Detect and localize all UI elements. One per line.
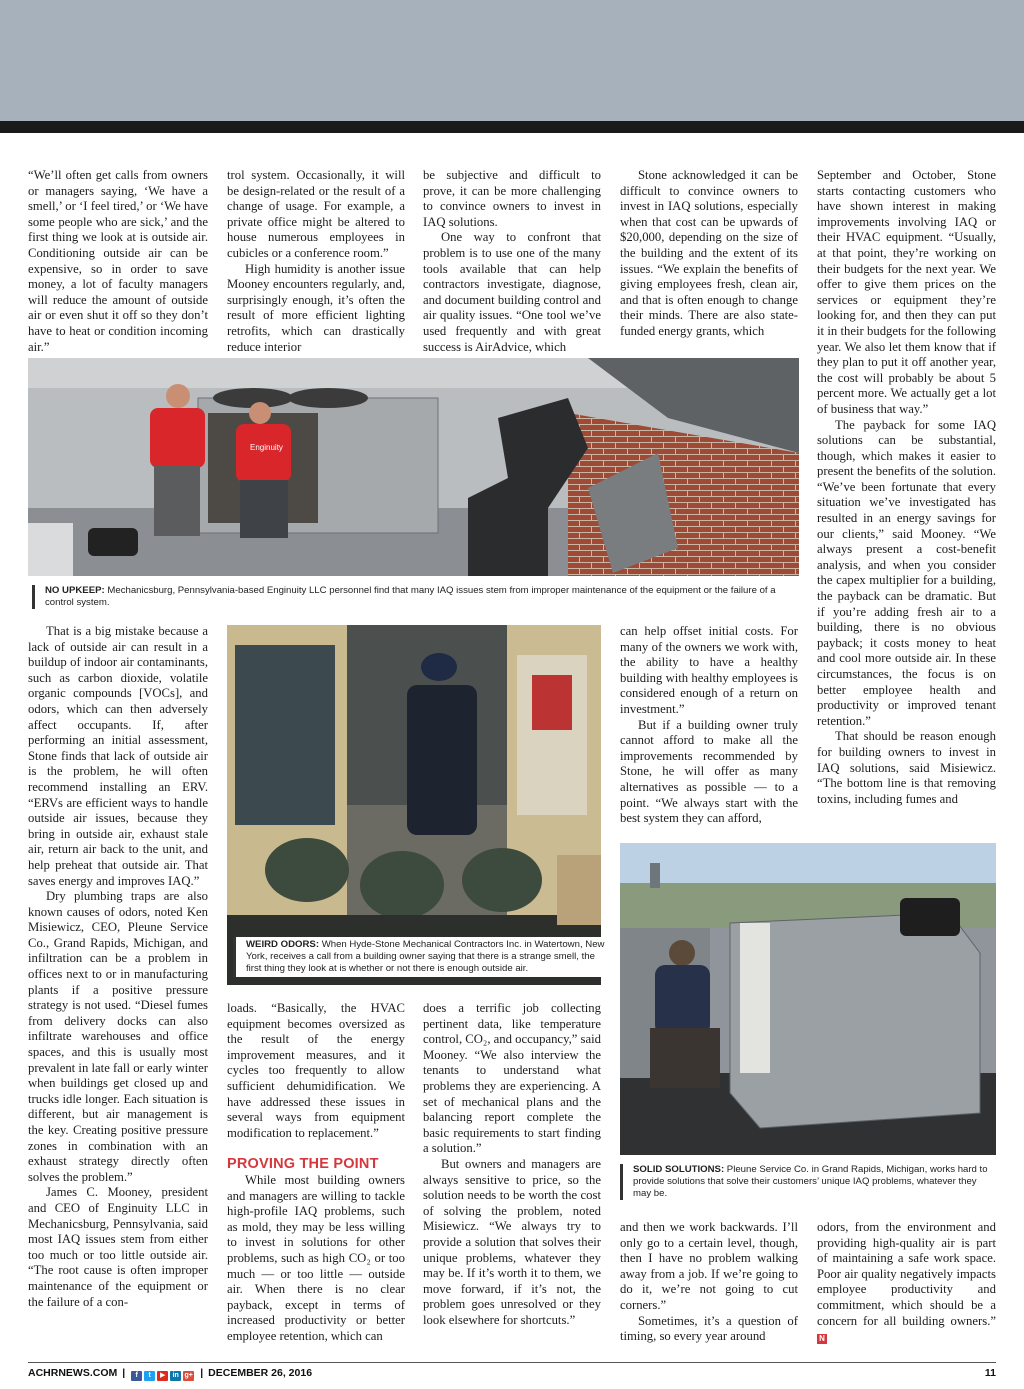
column-5-bottom xyxy=(817,1220,996,1345)
paragraph: That is a big mistake because a lack of outside air can result in a buildup of indoor air contaminants, such as carbon dioxide, volatile organic compounds [VOCs], and odors, which can then adversely affect occupants. If, after performing an initial assessment, Stone finds that lack of outside air is the problem, he will often recommend installing an ERV. “ERVs are efficient ways to handle outside air issues, because they bring in outside air, exhaust stale air, return air back to the unit, and help preheat that outside air. That saves energy and improves IAQ.” xyxy=(28,624,208,888)
paragraph: But if a building owner truly cannot afford to make all the improvements recommended by Stone, he will offer as many alternatives as possible — to a point. “We always start with the best system they can afford, xyxy=(620,717,798,826)
paragraph: James C. Mooney, president and CEO of Enginuity LLC in Mechanicsburg, Pennsylvania, said most IAQ issues stem from either too much or too little outside air. “The root cause is often improper maintenance of the equipment or the failure of a con- xyxy=(28,1185,208,1309)
paragraph: The payback for some IAQ solutions can be substantial, though, which makes it easier to present the benefits of the solution. “We’ve been fortunate that every situation we’ve investigated has resulted in an energy savings for our clients,” said Mooney. “We always present a cost-benefit analysis, and when you consider the capex multiplier for a building, the payback can be dramatic. But if you’re adding fresh air to a building, there is no obvious payback; it costs money to heat and cool more outside air. In these circumstances, the focus is on better employee health and productivity or improved tenant retention.” xyxy=(817,417,996,728)
column-4-middle xyxy=(620,624,798,827)
paragraph: Dry plumbing traps are also known causes of odors, noted Ken Misiewicz, CEO, Pleune Service Co., Grand Rapids, Michigan, and infiltration can be a problem in offices next to or in manufacturing plants if a positive pressure strategy is not used. “Diesel fumes from delivery docks can also infiltrate warehouses and office spaces, and this is usually most prevalent in late fall or early winter when buildings get closed up and trucks idle longer. Each situation is different, but air management is the key. Creating positive pressure zones in combination with an exhaust strategy directly often solves the problem.” xyxy=(28,889,208,1184)
page-number: 11 xyxy=(984,1367,996,1379)
paragraph: High humidity is another issue Mooney encounters regularly, and, surprisingly enough, it’s often the result of more efficient lighting retrofits, which can drastically reduce interior xyxy=(227,261,405,354)
twitter-icon[interactable]: t xyxy=(144,1371,155,1381)
section-heading: PROVING THE POINT xyxy=(227,1156,379,1172)
paragraph: “We’ll often get calls from owners or managers saying, ‘We have a smell,’ or ‘I feel tired,’ or ‘We have some people who are sick,’ and the first thing we look at is outside air. Conditioning outside air can be expensive, so in order to save money, a lot of faculty managers will reduce the amount of outside air or even shut it off so they don’t have to heat or condition incoming air.” xyxy=(28,168,208,354)
caption-weird-odors xyxy=(233,937,605,977)
column-5 xyxy=(817,168,996,807)
paragraph: be subjective and difficult to prove, it can be more challenging to convince owners to invest in IAQ solutions. xyxy=(423,168,601,229)
photo-rooftop-unit-illustration xyxy=(620,843,996,1155)
column-1-middle xyxy=(28,624,208,1310)
column-3-bottom xyxy=(423,1001,601,1328)
caption-text: When Hyde-Stone Mechanical Contractors Inc. in Watertown, New York, receives a call from a building owner saying that there is a strange smell, the first thing they look at is whether or not there is enough outside air. xyxy=(246,939,605,974)
googleplus-icon[interactable]: g+ xyxy=(184,1372,193,1379)
caption-label: WEIRD ODORS: xyxy=(246,939,320,950)
header-band xyxy=(0,0,1024,121)
column-4-bottom xyxy=(620,1220,798,1345)
caption-solid-solutions xyxy=(620,1164,996,1200)
footer-date: DECEMBER 26, 2016 xyxy=(208,1367,313,1379)
paragraph: One way to confront that problem is to use one of the many tools available that can help contractors investigate, diagnose, and document building control and air quality issues. “One tool we’ve used frequently and with great success is AirAdvice, which xyxy=(423,230,601,354)
closing-text: odors, from the environment and providing high-quality air is part of maintaining a safe work space. Poor air quality negatively impacts employee productivity and commitment, which should be a concern for all building owners.” xyxy=(817,1220,996,1328)
photo-rooftop-technicians xyxy=(28,358,799,576)
caption-label: SOLID SOLUTIONS: xyxy=(633,1164,725,1175)
photo-compressor-illustration xyxy=(227,625,601,985)
end-mark-icon: N xyxy=(817,1334,827,1344)
paragraph: While most building owners and managers are willing to tackle high-profile IAQ problems, such as mold, they may be less willing to invest in solutions for other problems, such as high CO₂ or too much — or too little — outside air. When there is no clear payback, except in terms of increased productivity or better employee retention, which can xyxy=(227,1173,405,1343)
paragraph: can help offset initial costs. For many of the owners we work with, the ability to have a healthy building with healthy employees is considered enough of a return on investment.” xyxy=(620,624,798,716)
caption-label: NO UPKEEP: xyxy=(45,585,105,596)
paragraph: But owners and managers are always sensitive to price, so the solution needs to be worth the cost of solving the problem, noted Misiewicz. “We always try to provide a solution that solves their unique problems, whatever they may be. If it’s worth it to them, we move forward, if it’s not, the problem goes unresolved or they look elsewhere for shortcuts.” xyxy=(423,1156,601,1327)
column-1-top xyxy=(28,168,208,355)
footer-site[interactable]: ACHRNEWS.COM xyxy=(28,1367,118,1379)
column-2-top xyxy=(227,168,405,355)
paragraph: trol system. Occasionally, it will be design-related or the result of a change of usage. For example, a private office might be altered to house numerous employees in cubicles or a conference room.” xyxy=(227,168,405,260)
paragraph: Stone acknowledged it can be difficult to convince owners to invest in IAQ solutions, especially when that cost can be upwards of $20,000, depending on the size of the building and the extent of its issues. “We explain the benefits of giving employees fresh, clean air, and that is often enough to change their minds. There are also state-funded energy grants, which xyxy=(620,168,798,338)
photo-rooftop-illustration xyxy=(28,358,799,576)
paragraph xyxy=(817,1220,996,1345)
page-footer xyxy=(28,1362,996,1379)
caption-text: Mechanicsburg, Pennsylvania-based Enginuity LLC personnel find that many IAQ issues stem from improper maintenance of the equipment or the failure of a control system. xyxy=(45,585,776,608)
column-2-bottom-2 xyxy=(227,1173,405,1345)
paragraph: does a terrific job collecting pertinent data, like temperature control, CO₂, and occupancy,” said Mooney. “We also interview the tenants to understand what problems they are experiencing. A set of mechanical plans and the balancing report complete the basic requirements to start finding a solution.” xyxy=(423,1001,601,1156)
column-3-top xyxy=(423,168,601,355)
paragraph: Sometimes, it’s a question of timing, so every year around xyxy=(620,1313,798,1344)
caption-text: Pleune Service Co. in Grand Rapids, Michigan, works hard to provide solutions that solve their customers’ unique IAQ problems, whatever they may be. xyxy=(633,1164,988,1199)
caption-no-upkeep xyxy=(32,585,792,609)
header-rule xyxy=(0,121,1024,133)
footer-left: ACHRNEWS.COM | f t ▶ in g+ | DECEMBER 26, 2016 xyxy=(28,1367,313,1379)
paragraph: and then we work backwards. I’ll only go to a certain level, though, then I have no problem walking away from a job. If we’re going to do it, we’re not going to cut corners.” xyxy=(620,1220,798,1312)
photo-compressor-room xyxy=(227,625,601,985)
linkedin-icon[interactable]: in xyxy=(170,1371,181,1381)
shirt-logo-text: Enginuity xyxy=(250,443,283,452)
paragraph: September and October, Stone starts contacting customers who have shown interest in making improvements involving IAQ or their HVAC equipment. “Usually, at that point, they’re working on their budgets for the next year. We offer to give them prices on the services or equipment they’re looking for, and then they can put it in their budgets for the following year. We also let them know that if they plan to put it off another year, the cost will probably be about 5 percent more. We actually get a lot of business that way.” xyxy=(817,168,996,416)
paragraph: That should be reason enough for building owners to invest in IAQ solutions, said Misiewicz. “The bottom line is that removing toxins, including fumes and xyxy=(817,729,996,806)
facebook-icon[interactable]: f xyxy=(131,1371,142,1381)
photo-rooftop-unit-service xyxy=(620,843,996,1155)
column-4-top xyxy=(620,168,798,340)
column-2-bottom xyxy=(227,1001,405,1141)
youtube-icon[interactable]: ▶ xyxy=(157,1371,168,1381)
paragraph: loads. “Basically, the HVAC equipment becomes oversized as the result of the energy improvement measures, and it cycles too frequently to allow sufficient dehumidification. We have addressed these issues in several ways from equipment modification to replacement.” xyxy=(227,1001,405,1140)
